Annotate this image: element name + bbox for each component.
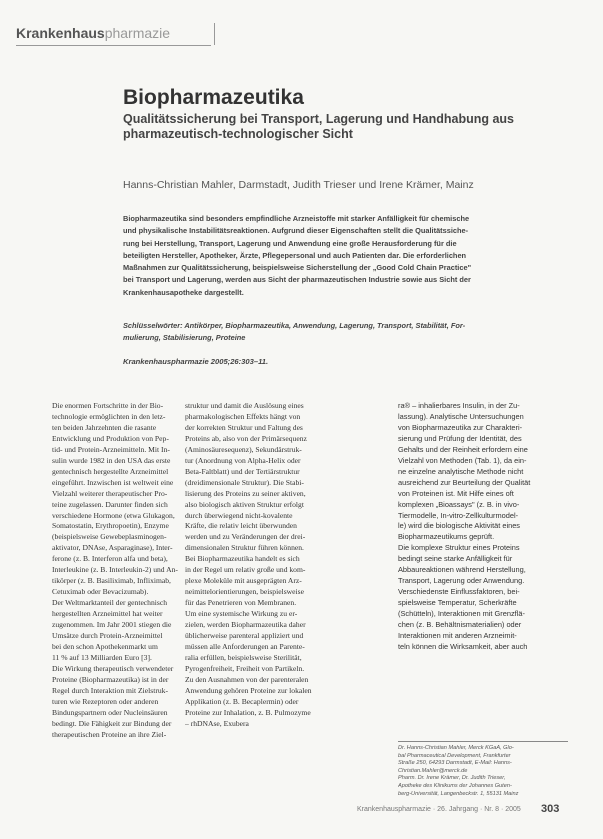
body-text-line: Der Weltmarktanteil der gentechnisch	[52, 598, 168, 608]
body-text-line: turen wie Rezeptoren oder anderen	[52, 696, 159, 706]
body-text-line: Interaktionen mit anderen Arzneimit-	[398, 631, 517, 641]
section-label: Krankenhauspharmazie	[16, 25, 171, 41]
affiliation-line: Dr. Hanns-Christian Mahler, Merck KGaA, Glo-	[398, 745, 514, 751]
body-text-line: für das Penetrieren von Membranen.	[185, 598, 297, 608]
body-text-line: von Biopharmazeutika zur Charakteri-	[398, 422, 523, 432]
body-text-line: neimittelorientierungen, beispielsweise	[185, 587, 304, 597]
article-subtitle: Qualitätssicherung bei Transport, Lagerung und Handhabung aus pharmazeutisch-technologischer Sicht	[123, 112, 515, 141]
body-text-line: Abbaureaktionen während Herstellung,	[398, 565, 526, 575]
body-text-line: Die komplexe Struktur eines Proteins	[398, 543, 520, 553]
body-text-line: Regel durch Interaktion mit Zielstruk-	[52, 685, 168, 695]
abstract-line: Krankenhausapotheke dargestellt.	[123, 287, 244, 297]
abstract	[123, 213, 570, 299]
section-header	[16, 20, 216, 46]
body-text-line: (Schütteln), Interaktionen mit Grenzflä-	[398, 609, 525, 619]
body-text-line: zielen, werden Biopharmazeutika daher	[185, 620, 306, 630]
body-text-line: tid- und Protein-Arzneimitteln. Mit In-	[52, 444, 170, 454]
body-text-line: teine zugelassen. Darunter finden sich	[52, 499, 168, 509]
body-text-line: 11 % auf 13 Milliarden Euro [3].	[52, 652, 152, 662]
body-text-line: tikörper (z. B. Basiliximab, Infliximab,	[52, 576, 171, 586]
body-text-line: plexe Moleküle mit ausgeprägten Arz-	[185, 576, 302, 586]
body-text-line: Tiermodelle, In-vitro-Zellkulturmodel-	[398, 510, 519, 520]
body-text-line: Somatostatin, Erythropoetin), Enzyme	[52, 521, 169, 531]
body-text-line: Proteine (Biopharmazeutika) ist in der	[52, 674, 169, 684]
body-text-line: Kräfte, die relativ leicht überwunden	[185, 521, 297, 531]
body-text-line: ne einzelne analytische Methode nicht	[398, 466, 524, 476]
body-text-line: le) wird die biologische Aktivität eines	[398, 521, 521, 531]
affiliation-line: berg-Universität, Langenbeckstr. 1, 55131 Mainz	[398, 790, 519, 797]
affiliation-line: Christian.Mahler@merck.de	[398, 767, 468, 774]
article-title: Biopharmazeutika	[123, 86, 304, 109]
article-authors: Hanns-Christian Mahler, Darmstadt, Judith Trieser und Irene Krämer, Mainz	[123, 179, 474, 191]
body-text-line: Pyrogenfreiheit, Freiheit von Partikeln.	[185, 663, 305, 673]
body-text-line: lassung). Analytische Untersuchungen	[398, 411, 524, 421]
body-text-line: der korrekten Struktur und Faltung des	[185, 422, 303, 432]
body-text-line: komplexen „Bioassays" (z. B. in vivo-	[398, 499, 520, 509]
citation: Krankenhauspharmazie 2005;26:303–11.	[123, 357, 269, 366]
keywords	[123, 320, 570, 345]
body-text-line: Die enormen Fortschritte in der Bio-	[52, 401, 164, 410]
body-text-line: Verschiedenste Einflussfaktoren, bei-	[398, 587, 520, 597]
page-number: 303	[541, 803, 560, 815]
affiliation-line: bal Pharmaceutical Development, Frankfurter	[398, 752, 511, 759]
abstract-line: rung bei Herstellung, Transport, Lagerung und Anwendung eine große Herausforderung für die	[123, 238, 457, 248]
body-text-line: Bei Biopharmazeutika handelt es sich	[185, 554, 300, 564]
body-text-line: (beispielsweise Gewebeplasminogen-	[52, 532, 167, 542]
body-text-line: Die Wirkung therapeutisch verwendeter	[52, 663, 174, 673]
body-text-line: müssen alle Anforderungen an Parente-	[185, 641, 305, 651]
body-text-line: Umsätze durch Protein-Arzneimittel	[52, 631, 163, 641]
body-text-line: pharmakologischen Effekts hängt von	[185, 411, 301, 421]
body-text-line: ra® – inhalierbares Insulin, in der Zu-	[398, 401, 520, 410]
body-text-line: struktur und damit die Auslösung eines	[185, 401, 304, 410]
affiliation-line: Pharm. Dr. Irene Krämer, Dr. Judith Trieser,	[398, 775, 506, 782]
body-text-line: Vielzahl weiterer therapeutischer Pro-	[52, 488, 168, 498]
body-text-line: sulin wurde 1982 in den USA das erste	[52, 455, 171, 465]
body-text-line: Biopharmazeutikums geprüft.	[398, 532, 495, 542]
body-text-line: teln können die Wirksamkeit, aber auch	[398, 641, 528, 651]
body-text-line: Zu den Ausnahmen von der parenteralen	[185, 674, 309, 684]
abstract-line: Biopharmazeutika sind besonders empfindliche Arzneistoffe mit starker Anfälligkeit für chemische	[123, 214, 470, 223]
body-text-line: Vielzahl von Methoden (Tab. 1), da ein-	[398, 455, 527, 465]
abstract-line: und physikalische Instabilitätsreaktionen. Aufgrund dieser Eigenschaften stellt die Qualitätssiche-	[123, 226, 469, 236]
body-text-line: Cetuximab oder Bevacizumab).	[52, 587, 149, 597]
abstract-line: bei Transport und Lagerung, werden aus Sicht der pharmazeutischen Industrie sowie aus Sicht der	[123, 275, 471, 285]
keywords-line: Schlüsselwörter: Antikörper, Biopharmazeutika, Anwendung, Lagerung, Transport, Stabilität, For-	[123, 321, 466, 330]
body-text-line: chen (z. B. Behältnismaterialien) oder	[398, 620, 522, 630]
body-text-line: Beta-Faltblatt) und der Tertiärstruktur	[185, 466, 300, 476]
abstract-line: beteiligten Hersteller, Apotheker, Ärzte, Pflegepersonal und auch Patienten dar. Die erforderlichen	[123, 250, 467, 260]
body-text-line: durch überwiegend nicht-kovalente	[185, 510, 293, 520]
body-text-line: verschiedene Hormone (etwa Glukagon,	[52, 510, 175, 520]
body-text-line: Um eine systemische Wirkung zu er-	[185, 609, 298, 619]
body-text-line: tur (Anordnung von Alpha-Helix oder	[185, 455, 301, 465]
keywords-line: mulierung, Stabilisierung, Proteine	[123, 333, 246, 343]
body-text-line: Transport, Lagerung oder Anwendung.	[398, 576, 525, 586]
body-text-line: Interleukine (z. B. Interleukin-2) und An-	[52, 565, 178, 575]
body-text-line: hergestellten Arzneimittel hat weiter	[52, 609, 163, 619]
body-text-line: (Aminosäuresequenz), Sekundärstruk-	[185, 444, 302, 454]
body-text-line: eingeführt. Inzwischen ist weltweit eine	[52, 477, 174, 487]
body-text-line: Proteine zur Inhalation, z. B. Pulmozyme	[185, 707, 311, 717]
body-text-line: Entwicklung und Produktion von Pep-	[52, 433, 169, 443]
body-text-line: sierung und Prüfung der Identität, des	[398, 433, 522, 443]
body-text-line: aktivator, DNAse, Asparaginase), Inter-	[52, 543, 173, 553]
body-text-line: spielsweise Temperatur, Scherkräfte	[398, 598, 517, 608]
body-column-3	[398, 401, 562, 653]
body-text-line: – rhDNAse, Exubera	[185, 718, 249, 728]
body-text-line: Applikation (z. B. Becaplermin) oder	[185, 696, 299, 706]
body-text-line: werden und zu Veränderungen der drei-	[185, 532, 306, 542]
body-text-line: von Proteinen ist. Mit Hilfe eines oft	[398, 488, 514, 498]
affiliation-line: Straße 250, 64293 Darmstadt, E-Mail: Hanns-	[398, 760, 512, 767]
affiliation-line: Apotheke des Klinikums der Johannes Guten-	[398, 782, 512, 789]
body-text-line: lisierung des Proteins zu seiner aktiven,	[185, 488, 306, 498]
body-text-line: (dreidimensionale Struktur). Die Stabi-	[185, 477, 304, 487]
footer-journal: Krankenhauspharmazie · 26. Jahrgang · Nr. 8 · 2005	[357, 806, 521, 813]
header-rule	[16, 45, 211, 46]
body-text-line: Anwendung gehören Proteine zur lokalen	[185, 685, 312, 695]
header-divider	[214, 23, 215, 45]
body-text-line: technologie ermöglichten in den letz-	[52, 411, 166, 421]
body-text-line: Proteins ab, also von der Primärsequenz	[185, 433, 307, 443]
body-text-line: dimensionalen Struktur führen können.	[185, 543, 304, 553]
body-text-line: üblicherweise parenteral appliziert und	[185, 631, 304, 641]
abstract-line: Maßnahmen zur Qualitätssicherung, beispielsweise Sicherstellung der „Good Cold Chain Practice"	[123, 263, 472, 273]
body-text-line: Gehalts und der Reinheit erfordern eine	[398, 444, 528, 454]
body-text-line: ten beiden Jahrzehnten die rasante	[52, 422, 157, 432]
body-text-line: gentechnisch hergestellte Arzneimittel	[52, 466, 169, 476]
body-text-line: ausreichend zur Beurteilung der Qualität	[398, 477, 531, 487]
body-text-line: ralia erfüllen, beispielsweise Sterilität,	[185, 652, 302, 662]
body-text-line: zugenommen. Im Jahr 2001 stiegen die	[52, 620, 172, 630]
body-text-line: also biologisch aktiven Struktur erfolgt	[185, 499, 304, 509]
body-column-1	[52, 401, 180, 741]
body-text-line: ferone (z. B. Interferon alfa und beta),	[52, 554, 168, 564]
body-text-line: Bindungspartnern oder Nucleinsäuren	[52, 707, 168, 717]
body-column-2	[185, 401, 313, 730]
author-affiliation	[398, 741, 568, 798]
body-text-line: bei den schon Apothekenmarkt um	[52, 641, 158, 651]
body-text-line: in der Regel um relativ große und kom-	[185, 565, 306, 575]
body-text-line: bedingt. Die Fähigkeit zur Bindung der	[52, 718, 172, 728]
body-text-line: therapeutischen Proteine an ihre Ziel-	[52, 729, 167, 739]
body-text-line: bedingt seine starke Anfälligkeit für	[398, 554, 513, 564]
